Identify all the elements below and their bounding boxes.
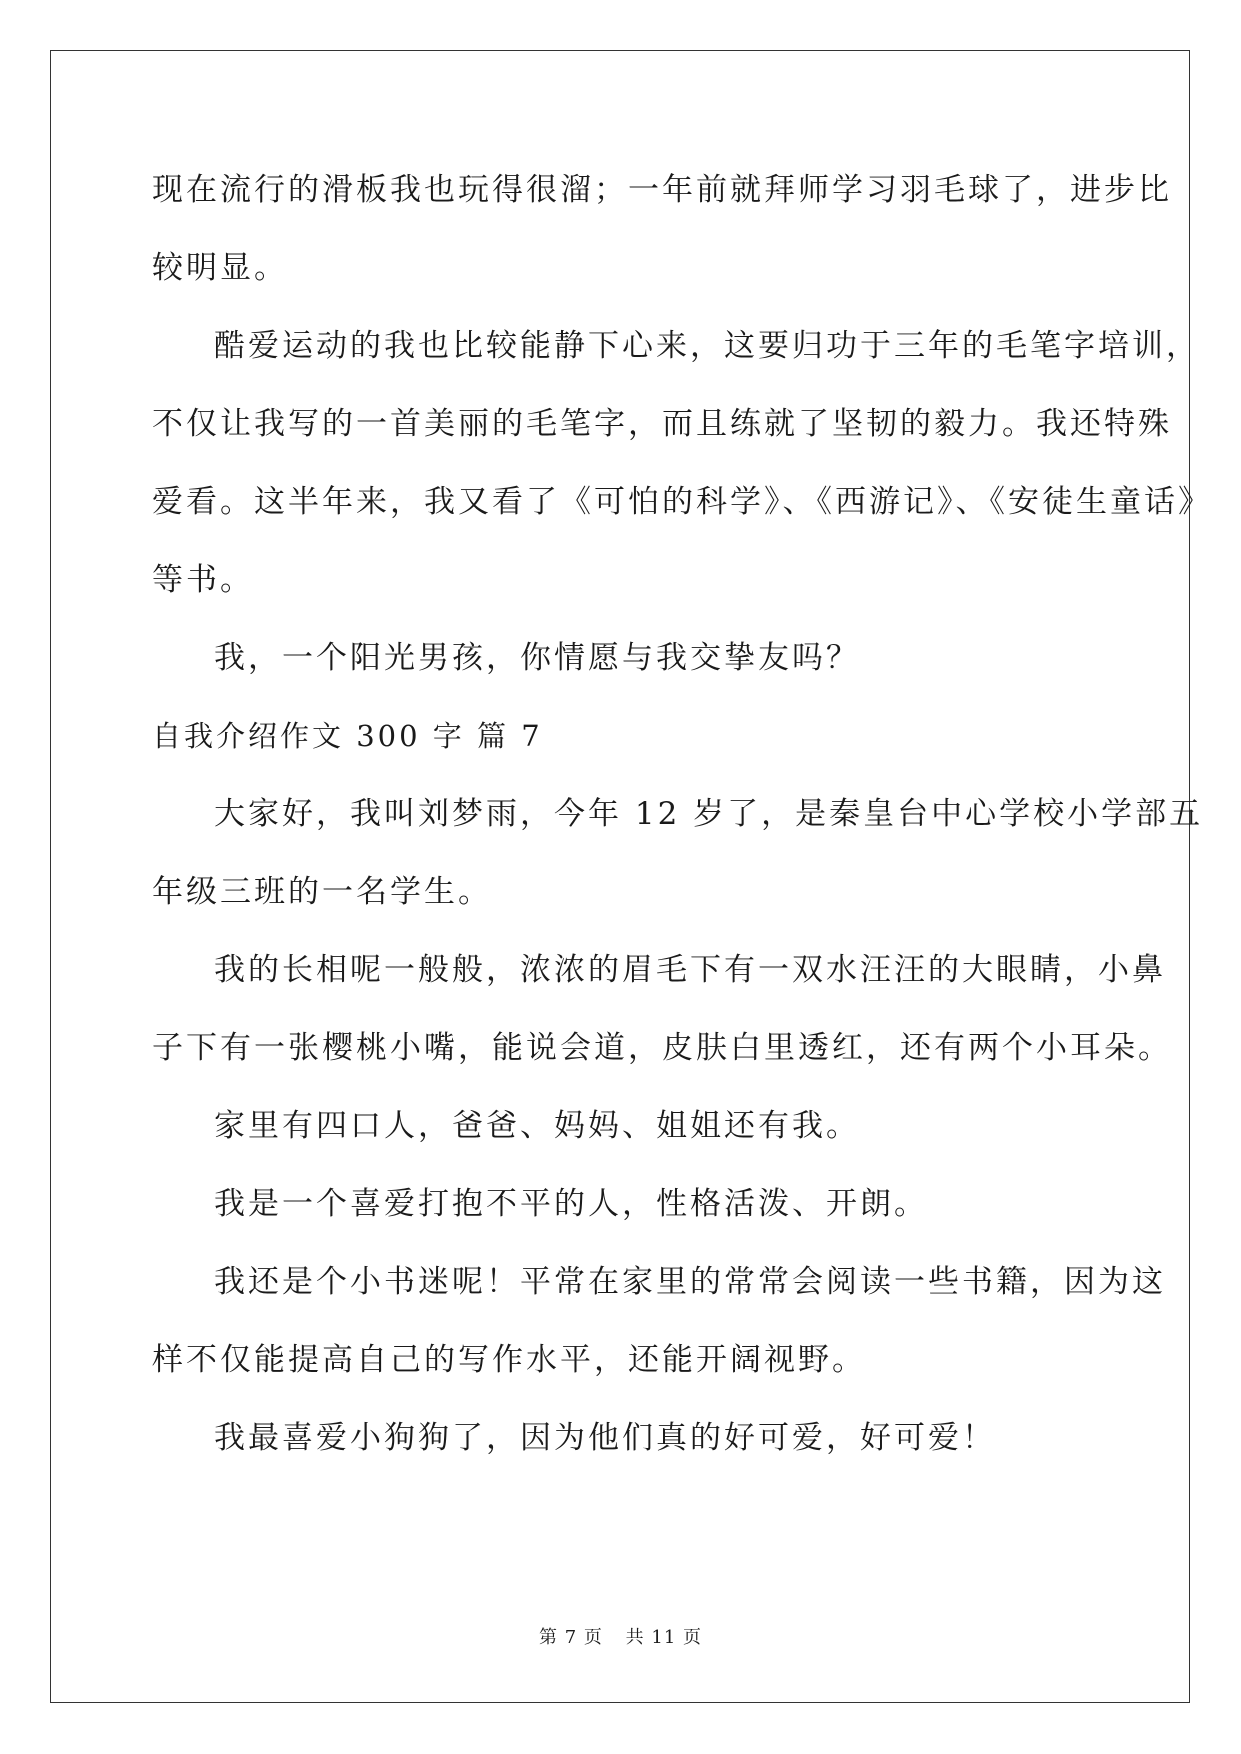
paragraph-line: 酷爱运动的我也比较能静下心来，这要归功于三年的毛笔字培训， xyxy=(214,328,1200,364)
paragraph-line: 不仅让我写的一首美丽的毛笔字，而且练就了坚韧的毅力。我还特殊 xyxy=(152,406,1172,442)
paragraph-line: 子下有一张樱桃小嘴，能说会道，皮肤白里透红，还有两个小耳朵。 xyxy=(152,1030,1172,1066)
paragraph-line: 等书。 xyxy=(152,562,254,598)
paragraph-line: 爱看。这半年来，我又看了《可怕的科学》、《西游记》、《安徒生童话》 xyxy=(152,484,1212,520)
paragraph-line: 我，一个阳光男孩，你情愿与我交挚友吗？ xyxy=(214,640,860,676)
paragraph-line: 我最喜爱小狗狗了，因为他们真的好可爱，好可爱！ xyxy=(214,1420,996,1456)
paragraph-line: 大家好，我叫刘梦雨，今年 12 岁了，是秦皇台中心学校小学部五 xyxy=(214,796,1204,832)
paragraph-line: 家里有四口人，爸爸、妈妈、姐姐还有我。 xyxy=(214,1108,860,1144)
page-footer xyxy=(0,1626,1241,1650)
page-total: 共 11 页 xyxy=(625,1627,702,1648)
page-number: 第 7 页 xyxy=(539,1627,603,1648)
paragraph-line: 我是一个喜爱打抱不平的人，性格活泼、开朗。 xyxy=(214,1186,928,1222)
paragraph-line: 较明显。 xyxy=(152,250,288,286)
paragraph-line: 我还是个小书迷呢！平常在家里的常常会阅读一些书籍，因为这 xyxy=(214,1264,1166,1300)
paragraph-line: 年级三班的一名学生。 xyxy=(152,874,492,910)
paragraph-line: 我的长相呢一般般，浓浓的眉毛下有一双水汪汪的大眼睛，小鼻 xyxy=(214,952,1166,988)
paragraph-line: 现在流行的滑板我也玩得很溜；一年前就拜师学习羽毛球了，进步比 xyxy=(152,172,1172,208)
paragraph-line: 样不仅能提高自己的写作水平，还能开阔视野。 xyxy=(152,1342,866,1378)
section-heading: 自我介绍作文 300 字 篇 7 xyxy=(152,719,543,753)
